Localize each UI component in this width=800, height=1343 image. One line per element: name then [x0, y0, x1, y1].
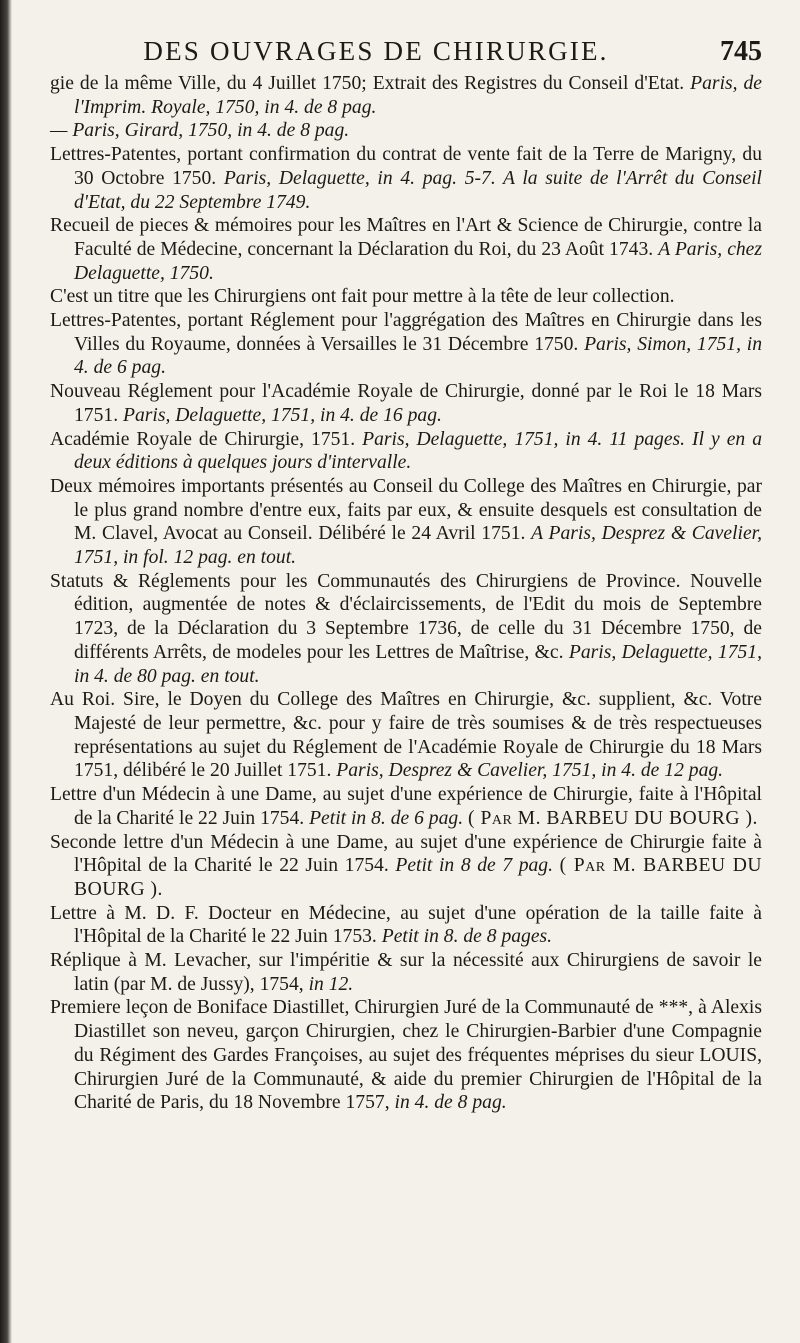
list-item: Statuts & Réglements pour les Communautés des Chirurgiens de Province. Nouvelle édition, augmentée de notes & d'éclaircissements, de l'Edit du mois de Septembre 1723, de la Déclaration du 3 Septembre 1736, de celle du 31 Décembre 1750, de différents Arrêts, de modeles pour les Lettres de Maîtrise, &c. Paris, Delaguette, 1751, in 4. de 80 pag. en tout.	[50, 570, 762, 687]
list-item: Au Roi. Sire, le Doyen du College des Maîtres en Chirurgie, &c. supplient, &c. Votre Majesté de leur permettre, &c. pour y faire de très soumises & de très respectueuses représentations au sujet du Réglement de l'Académie Royale de Chirurgie du 18 Mars 1751, délibéré le 20 Juillet 1751. Paris, Desprez & Cavelier, 1751, in 4. de 12 pag.	[50, 689, 762, 782]
list-item: Lettre d'un Médecin à une Dame, au sujet d'une expérience de Chirurgie, faite à l'Hôpital de la Charité le 22 Juin 1754. Petit in 8. de 6 pag. ( Par M. BARBEU DU BOURG ).	[50, 784, 762, 829]
list-item: gie de la même Ville, du 4 Juillet 1750; Extrait des Registres du Conseil d'Etat. Paris, de l'Imprim. Royale, 1750, in 4. de 8 pag.	[50, 73, 762, 118]
list-item: Lettre à M. D. F. Docteur en Médecine, au sujet d'une opération de la taille faite à l'Hôpital de la Charité le 22 Juin 1753. Petit in 8. de 8 pages.	[50, 902, 762, 948]
list-item: Seconde lettre d'un Médecin à une Dame, au sujet d'une expérience de Chirurgie faite à l'Hôpital de la Charité le 22 Juin 1754. Petit in 8 de 7 pag. ( Par M. BARBEU DU BOURG ).	[50, 831, 763, 900]
list-item: Recueil de pieces & mémoires pour les Maîtres en l'Art & Science de Chirurgie, contre la Faculté de Médecine, concernant la Déclaration du Roi, du 23 Août 1743. A Paris, chez Delaguette, 1750.	[50, 215, 763, 284]
list-item: Premiere leçon de Boniface Diastillet, Chirurgien Juré de la Communauté de ***, à Alexis Diastillet son neveu, garçon Chirurgien, chez le Chirurgien-Barbier d'une Compagnie du Régiment des Gardes Françoises, au sujet des fréquentes méprises du sieur LOUIS, Chirurgien Juré de la Communauté, & aide du premier Chirurgien de l'Hôpital de la Charité de Paris, du 18 Novembre 1757, in 4. de 8 pag.	[50, 997, 762, 1114]
list-item: Nouveau Réglement pour l'Académie Royale de Chirurgie, donné par le Roi le 18 Mars 1751. Paris, Delaguette, 1751, in 4. de 16 pag.	[50, 381, 762, 426]
bibliography-list	[50, 72, 762, 1115]
list-item: C'est un titre que les Chirurgiens ont fait pour mettre à la tête de leur collection.	[50, 286, 675, 308]
page-title: DES OUVRAGES DE CHIRURGIE.	[143, 36, 609, 66]
list-item: Réplique à M. Levacher, sur l'impéritie & sur la nécessité aux Chirurgiens de savoir le latin (par M. de Jussy), 1754, in 12.	[50, 950, 762, 995]
list-item: Lettres-Patentes, portant confirmation du contrat de vente fait de la Terre de Marigny, du 30 Octobre 1750. Paris, Delaguette, in 4. pag. 5-7. A la suite de l'Arrêt du Conseil d'Etat, du 22 Septembre 1749.	[50, 144, 762, 213]
page-number: 745	[720, 36, 762, 67]
list-item: Deux mémoires importants présentés au Conseil du College des Maîtres en Chirurgie, par le plus grand nombre d'entre eux, faits par eux, & ensuite desquels est consultation de M. Clavel, Avocat au Conseil. Délibéré le 24 Avril 1751. A Paris, Desprez & Cavelier, 1751, in fol. 12 pag. en tout.	[50, 475, 762, 569]
running-head	[50, 36, 762, 68]
list-item: — Paris, Girard, 1750, in 4. de 8 pag.	[50, 120, 350, 142]
list-item: Académie Royale de Chirurgie, 1751. Paris, Delaguette, 1751, in 4. 11 pages. Il y en a deux éditions à quelques jours d'intervalle.	[50, 428, 762, 474]
list-item: Lettres-Patentes, portant Réglement pour l'aggrégation des Maîtres en Chirurgie dans les Villes du Royaume, données à Versailles le 31 Décembre 1750. Paris, Simon, 1751, in 4. de 6 pag.	[50, 310, 763, 379]
